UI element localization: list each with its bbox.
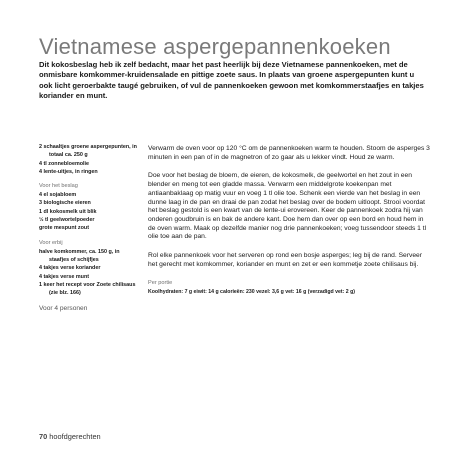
section-name: hoofdgerechten — [49, 432, 101, 441]
ingredient-item — [39, 273, 147, 281]
ingredient-line: grote mespunt zout — [39, 225, 90, 232]
page-footer — [39, 432, 101, 441]
ingredient-line: 4 takjes verse koriander — [39, 265, 101, 272]
ingredient-line-continued: (zie blz. 166) — [49, 290, 81, 297]
ingredient-line: 3 biologische eieren — [39, 200, 91, 207]
ingredient-line-continued: totaal ca. 250 g — [49, 152, 88, 159]
page-number: 70 — [39, 432, 48, 441]
ingredient-item — [39, 264, 147, 272]
ingredients-serve-list — [39, 248, 147, 298]
ingredient-item — [39, 248, 147, 265]
ingredients-batter-list — [39, 191, 147, 232]
nutrition-info: Koolhydraten: 7 g eiwit: 14 g calorieën: 230 vezel: 3,6 g vet: 16 g (verzadigd vet: 2 g) — [148, 289, 355, 296]
recipe-intro: Dit kokosbeslag heb ik zelf bedacht, maar het past heerlijk bij deze Vietnamese pannenkoeken, met de onmisbare komkommer-kruidensalade en pittige zoete saus. In plaats van groene aspergepunten kunt u ook licht geroerbakte taugé gebruiken, of vul de pannenkoeken gewoon met komkommerstaafjes en takjes koriander en munt. — [39, 60, 424, 101]
ingredients-column — [39, 143, 147, 303]
ingredient-item — [39, 216, 147, 224]
ingredient-item — [39, 224, 147, 232]
ingredient-item — [39, 199, 147, 207]
batter-heading: Voor het beslag — [39, 183, 78, 190]
ingredient-item — [39, 281, 147, 298]
ingredient-item — [39, 191, 147, 199]
ingredient-item — [39, 143, 147, 160]
ingredient-item — [39, 168, 147, 176]
ingredient-line: 4 el sojabloem — [39, 192, 77, 199]
ingredient-line: 2 schaaltjes groene aspergepunten, in — [39, 144, 137, 150]
method-step: Doe voor het beslag de bloem, de eieren, de kokosmelk, de geelwortel en het zout in een blender en meng tot een gladde massa. Verwarm een middelgrote koekenpan met antiaanbaklaag op matig vuur en voeg 1 tl olie toe. Schenk een vierde van het beslag in een dunne laag in de pan en draai de pan zodat het beslag over de bodem uitloopt. Strooi voordat het beslag gestold is een kwart van de lente-ui erovereen. Keer de pannenkoek zodra hij van onderen goudbruin is en bak de andere kant. Doe hem dan over op een bord en houd hem in de oven warm. Maak op dezelfde manier nog drie pannenkoeken; voeg tussendoor steeds 1 tl olie toe aan de pan. — [148, 172, 427, 241]
ingredient-line-continued: staafjes of schijfjes — [49, 256, 99, 263]
ingredient-line: 4 lente-uitjes, in ringen — [39, 168, 98, 175]
ingredients-main-list — [39, 143, 147, 176]
ingredient-item — [39, 160, 147, 168]
ingredient-line: 1 dl kokosmelk uit blik — [39, 208, 97, 215]
ingredient-item — [39, 208, 147, 216]
method-step: Verwarm de oven voor op 120 °C om de pannenkoeken warm te houden. Stoom de asperges 3 minuten in een pan of in de magnetron of zo gaar als u lekker vindt. Houd ze warm. — [148, 145, 430, 161]
portion-heading: Per portie — [148, 280, 173, 287]
servings-text: Voor 4 personen — [39, 305, 88, 312]
ingredient-line: 4 tl zonnebloemolie — [39, 160, 90, 167]
method-step: Rol elke pannenkoek voor het serveren op rond een bosje asperges; leg bij de rand. Serveer het gerecht met komkommer, koriander en munt en zet er een kommetje zoete chilisaus bij. — [148, 252, 422, 268]
ingredient-line: 1 keer het recept voor Zoete chilisaus — [39, 281, 136, 288]
method-column — [148, 145, 431, 296]
ingredient-line: halve komkommer, ca. 150 g, in — [39, 248, 120, 255]
serve-heading: Voor erbij — [39, 239, 63, 246]
ingredient-line: ½ tl geelwortelpoeder — [39, 217, 95, 224]
ingredient-line: 4 takjes verse munt — [39, 273, 90, 280]
recipe-title: Vietnamese aspergepannenkoeken — [39, 34, 391, 59]
